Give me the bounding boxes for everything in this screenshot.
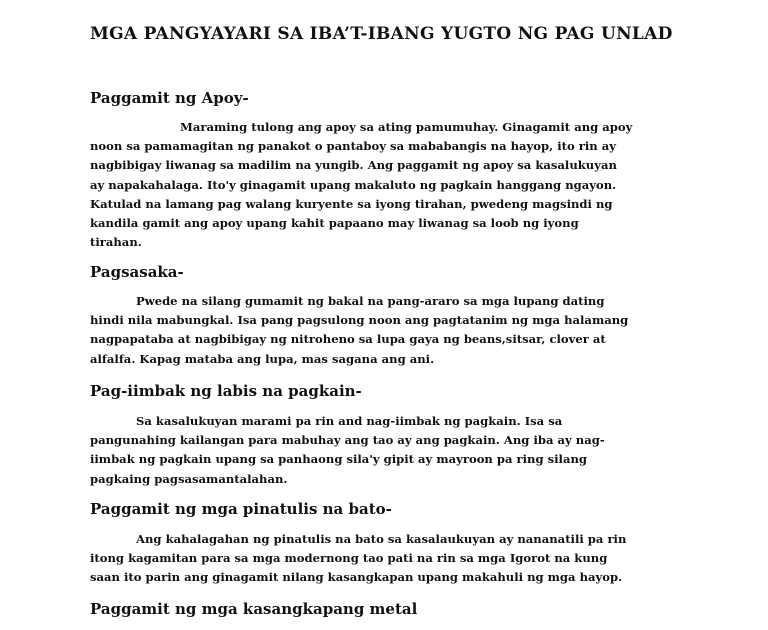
paragraph-line: Sa kasalukuyan marami pa rin and nag-iimbak ng pagkain. Isa sa — [136, 414, 563, 428]
document-title: MGA PANGYAYARI SA IBA’T-IBANG YUGTO NG PAG UNLAD — [90, 24, 673, 44]
paragraph-line: tirahan. — [90, 235, 142, 250]
section-heading-kasangkapang-metal: Paggamit ng mga kasangkapang metal — [90, 600, 418, 618]
paragraph-line: Ang kahalagahan ng pinatulis na bato sa kasalaukuyan ay nananatili pa rin — [136, 532, 627, 546]
section-heading-pagsasaka: Pagsasaka- — [90, 263, 184, 281]
section-paragraph-pagsasaka — [90, 292, 680, 369]
paragraph-line: iimbak ng pagkain upang sa panhaong sila'y gipit ay mayroon pa ring silang — [90, 452, 588, 467]
paragraph-line: noon sa pamamagitan ng panakot o pantaboy sa mababangis na hayop, ito rin ay — [90, 139, 616, 154]
paragraph-line: hindi nila mabungkal. Isa pang pagsulong noon ang pagtatanim ng mga halamang — [90, 313, 629, 328]
paragraph-line: saan ito parin ang ginagamit nilang kasangkapan upang makahuli ng mga hayop. — [90, 570, 623, 585]
paragraph-line: kandila gamit ang apoy upang kahit papaano may liwanag sa loob ng iyong — [90, 216, 579, 231]
paragraph-line: nagpapataba at nagbibigay ng nitroheno sa lupa gaya ng beans,sitsar, clover at — [90, 332, 606, 347]
paragraph-line: pangunahing kailangan para mabuhay ang tao ay ang pagkain. Ang iba ay nag- — [90, 433, 605, 448]
paragraph-line: Pwede na silang gumamit ng bakal na pang-araro sa mga lupang dating — [136, 294, 605, 308]
paragraph-line: pagkaing pagsasamantalahan. — [90, 471, 288, 486]
section-paragraph-paggamit-ng-apoy — [90, 118, 680, 252]
paragraph-line: itong kagamitan para sa mga modernong tao pati na rin sa mga Igorot na kung — [90, 551, 608, 566]
paragraph-line: ay napakahalaga. Ito'y ginagamit upang makaluto ng pagkain hanggang ngayon. — [90, 177, 617, 192]
paragraph-line: nagbibigay liwanag sa madilim na yungib. Ang paggamit ng apoy sa kasalukuyan — [90, 158, 617, 173]
paragraph-line: alfalfa. Kapag mataba ang lupa, mas sagana ang ani. — [90, 351, 435, 366]
paragraph-line: Maraming tulong ang apoy sa ating pamumuhay. Ginagamit ang apoy — [180, 120, 633, 134]
paragraph-line: Katulad na lamang pag walang kuryente sa iyong tirahan, pwedeng magsindi ng — [90, 196, 613, 211]
section-heading-paggamit-ng-apoy: Paggamit ng Apoy- — [90, 89, 249, 107]
section-paragraph-pinatulis-na-bato — [90, 530, 680, 588]
section-heading-pinatulis-na-bato: Paggamit ng mga pinatulis na bato- — [90, 500, 392, 518]
section-paragraph-pag-iimbak — [90, 412, 680, 489]
section-heading-pag-iimbak: Pag-iimbak ng labis na pagkain- — [90, 382, 362, 400]
